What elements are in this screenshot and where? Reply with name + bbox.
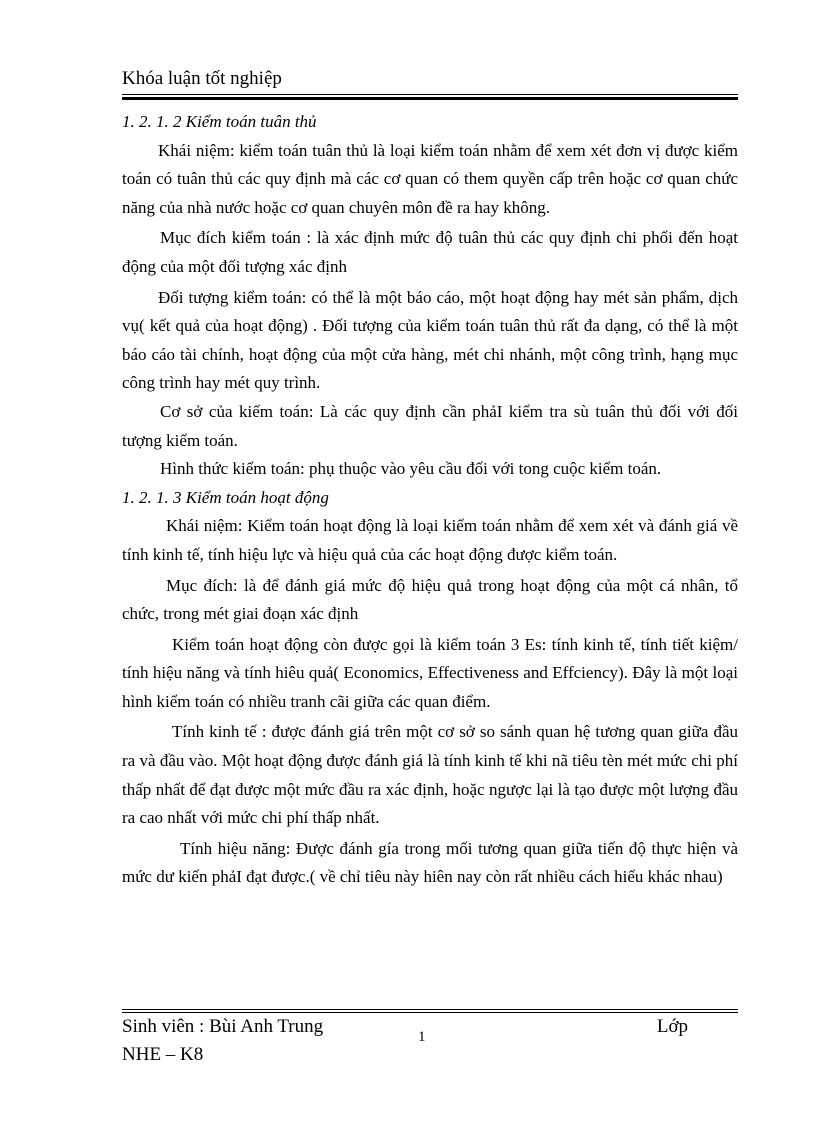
footer-rule-thick [122,1009,738,1010]
paragraph-effectiveness: Tính hiệu năng: Được đánh gía trong mối tương quan giữa tiến độ thực hiện và mức dư kiến phảI đạt được.( về chỉ tiêu này hiên nay còn rất nhiều cách hiểu khác nhau) [122,838,738,887]
paragraph-economy: Tính kinh tế : được đánh giá trên một cơ sở so sánh quan hệ tương quan giữa đầu ra và đầu vào. Một hoạt động được đánh giá là tính kinh tế khi nã tiêu tèn mét mức chi phí thấp nhất để đạt được một mức đầu ra xác định, hoặc ngược lại là tạo được một lượng đầu ra cao nhất với mức chi phí thấp nhất. [122,722,738,828]
footer-class-value: NHE – K8 [122,1044,204,1065]
footer-class-label: Lớp [656,1016,688,1037]
paragraph-form: Hình thức kiểm toán: phụ thuộc vào yêu cầu đối với tong cuộc kiểm toán. [160,459,662,479]
paragraph-purpose-operational: Mục đích: là để đánh giá mức độ hiệu quả trong hoạt động của một cá nhân, tổ chức, trong mét giai đoạn xác định [122,575,738,624]
paragraph-object: Đối tượng kiểm toán: có thể là một báo cáo, một hoạt động hay mét sản phẩm, dịch vụ( kết quả của hoạt động) . Đối tượng của kiểm toán tuân thủ rất đa dạng, có thể là một báo cáo tài chính, hoạt động của một cửa hàng, mét chi nhánh, một công trình, hạng mục công trình hay mét quy trình. [122,287,738,393]
footer-student: Sinh viên : Bùi Anh Trung [122,1016,324,1037]
paragraph-purpose: Mục đích kiểm toán : là xác định mức độ tuân thủ các quy định chi phối đến hoạt động của một đối tượng xác định [122,228,738,276]
paragraph-concept: Khái niệm: kiểm toán tuân thủ là loại kiểm toán nhằm để xem xét đơn vị được kiểm toán có tuân thủ các quy định mà các cơ quan có them quyền cấp trên hoặc cơ quan chức năng của nhà nước hoặc cơ quan chuyên môn đề ra hay không. [122,140,738,217]
header-rule-thick [122,97,738,100]
document-body [122,108,738,892]
header-title: Khóa luận tốt nghiệp [122,68,282,89]
section-heading-2: 1. 2. 1. 2 Kiểm toán tuân thủ [122,112,317,131]
section-heading-3: 1. 2. 1. 3 Kiểm toán hoạt động [122,487,329,507]
paragraph-concept-operational: Khái niệm: Kiểm toán hoạt động là loại kiểm toán nhằm để xem xét và đánh giá về tính kinh tế, tính hiệu lực và hiệu quả của các hoạt động được kiểm toán. [122,516,738,564]
header-rule-thin [122,94,738,95]
paragraph-basis: Cơ sở của kiểm toán: Là các quy định cần phảI kiểm tra sù tuân thủ đối với đối tượng kiểm toán. [122,401,738,450]
paragraph-3es: Kiểm toán hoạt động còn được gọi là kiểm toán 3 Es: tính kinh tế, tính tiết kiệm/ tính hiệu năng và tính hiêu quả( Economics, Effectiveness and Effciency). Đây là một loại hình kiểm toán có nhiều tranh cãi giữa các quan điểm. [122,634,738,711]
page-number: 1 [418,1029,426,1045]
